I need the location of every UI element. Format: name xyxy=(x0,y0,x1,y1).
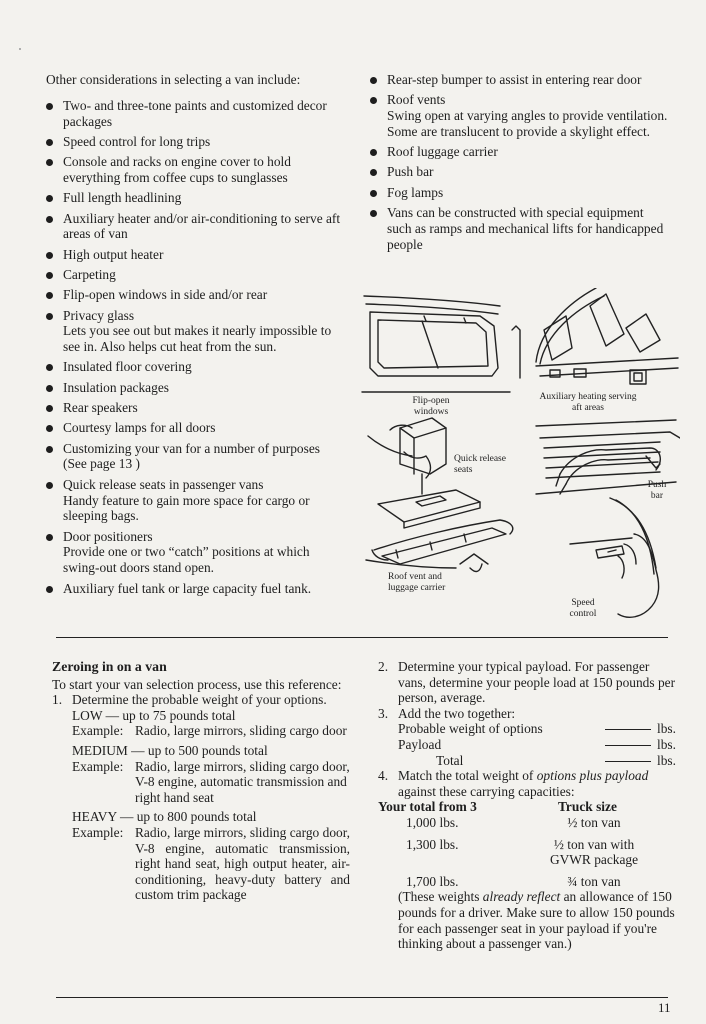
left_column-item-text: Courtesy lamps for all doors xyxy=(63,420,216,436)
left_column-item xyxy=(46,308,346,355)
left_column-item xyxy=(46,134,346,150)
right-bullet-list xyxy=(370,72,670,252)
auxiliary-heating-drawing xyxy=(536,288,678,384)
capacity-total: 1,000 lbs. xyxy=(406,814,459,830)
payload-label: Payload xyxy=(398,736,442,752)
capacity-truck: ¾ ton van xyxy=(567,873,621,889)
weight-level xyxy=(72,743,350,805)
section-heading: Zeroing in on a van xyxy=(52,659,167,674)
capacity-total: 1,300 lbs. xyxy=(406,836,459,852)
step-1 xyxy=(52,692,350,903)
caption-roof-vent: Roof vent and luggage carrier xyxy=(388,572,446,593)
weight-level-example xyxy=(72,759,350,806)
bullet-icon xyxy=(46,364,53,371)
left_column-item xyxy=(46,190,346,206)
bullet-icon xyxy=(46,292,53,299)
bullet-icon xyxy=(46,103,53,110)
left_column-item xyxy=(46,529,346,576)
intro-text: Other considerations in selecting a van include: xyxy=(46,72,301,87)
capacity-header-truck: Truck size xyxy=(558,799,617,815)
bullet-icon xyxy=(46,405,53,412)
left_column-item-text: Auxiliary heater and/or air-conditioning to serve aft areas of van xyxy=(63,210,341,242)
weight-level-heading xyxy=(72,708,350,724)
left_column-item xyxy=(46,359,346,375)
left_column-item xyxy=(46,581,346,597)
right_column-item xyxy=(370,144,670,160)
left_column-item-text: Two- and three-tone paints and customized decor packages xyxy=(63,97,327,129)
options-weight-row xyxy=(398,721,676,737)
bullet-icon xyxy=(46,216,53,223)
example-text: Radio, large mirrors, sliding cargo door, V-8 engine, automatic transmission, right hand seat, high output heater, air-conditioning, heavy-duty battery and custom trim package xyxy=(135,824,350,903)
right_column-item-text: Fog lamps xyxy=(387,184,444,200)
capacity-truck: ½ ton van xyxy=(567,814,621,830)
step-4-number: 4. xyxy=(378,768,389,784)
right_column-item-text: Roof luggage carrier xyxy=(387,144,498,160)
weight-level-heading xyxy=(72,743,350,759)
step-3-number: 3. xyxy=(378,705,389,721)
caption-speed-control: Speed control xyxy=(569,598,597,619)
right_column-item-text: Vans can be constructed with special equipment such as ramps and mechanical lifts for handicapped people xyxy=(387,205,664,252)
step-4-text-a: Match the total weight of xyxy=(398,768,537,784)
payload-row xyxy=(398,737,676,753)
left_column-item-text: Insulated floor covering xyxy=(63,359,192,375)
note-text-emphasis: already reflect xyxy=(482,889,561,905)
bullet-icon xyxy=(46,139,53,146)
total-label: Total xyxy=(436,752,464,768)
bullet-icon xyxy=(370,169,377,176)
footer-rule xyxy=(56,997,668,998)
zeroing-section-left xyxy=(52,659,350,903)
right_column-item xyxy=(370,185,670,201)
paper-speck xyxy=(19,48,21,50)
left_column-item xyxy=(46,247,346,263)
bullet-icon xyxy=(46,272,53,279)
right_column-item xyxy=(370,72,670,88)
page-number: 11 xyxy=(658,1000,671,1015)
left_column-item-text: Quick release seats in passenger vans xyxy=(63,476,264,492)
bullet-icon xyxy=(46,385,53,392)
weight-level-example xyxy=(72,825,350,903)
weight-level-heading xyxy=(72,809,350,825)
right_column-item-text: Roof vents xyxy=(387,92,446,108)
left_column-item-text: Flip-open windows in side and/or rear xyxy=(63,287,268,303)
bullet-icon xyxy=(46,586,53,593)
total-blank[interactable] xyxy=(605,761,651,762)
capacity-header-total: Your total from 3 xyxy=(378,799,477,815)
bullet-icon xyxy=(46,252,53,259)
roof-vent-drawing xyxy=(366,520,513,571)
caption-flip-open: Flip-open windows xyxy=(412,396,450,417)
weight-level xyxy=(72,708,350,739)
step-2-text: Determine your typical payload. For passenger vans, determine your people load at 150 pounds per person, average. xyxy=(398,659,676,706)
left_column-item xyxy=(46,420,346,436)
payload-blank[interactable] xyxy=(605,745,651,746)
left_column-item-text: Rear speakers xyxy=(63,400,138,416)
weight-level-example xyxy=(72,723,350,739)
section-divider xyxy=(56,637,668,638)
left_column-item xyxy=(46,267,346,283)
caption-quick-release: Quick release seats xyxy=(454,454,506,475)
step-4-text-b: against these carrying capacities: xyxy=(398,783,575,799)
bullet-icon xyxy=(370,210,377,217)
left_column-item-text: Carpeting xyxy=(63,266,116,282)
left_column-item xyxy=(46,477,346,524)
bullet-icon xyxy=(370,190,377,197)
left_column-item-text: Console and racks on engine cover to hold everything from coffee cups to sunglasses xyxy=(63,154,291,185)
weight-level-range: — up to 75 pounds total xyxy=(105,707,236,723)
options-weight-unit: lbs. xyxy=(657,721,676,737)
left_column-item xyxy=(46,400,346,416)
left_column-item-text: High output heater xyxy=(63,246,164,262)
bullet-icon xyxy=(46,159,53,166)
bullet-icon xyxy=(46,534,53,541)
right_column-item xyxy=(370,205,670,252)
left_column-item xyxy=(46,441,346,473)
example-label: Example: xyxy=(72,758,124,774)
bullet-icon xyxy=(46,313,53,320)
step-3-text: Add the two together: xyxy=(398,705,516,721)
total-unit: lbs. xyxy=(657,752,676,768)
right_column-item xyxy=(370,164,670,180)
left_column-item-text: Auxiliary fuel tank or large capacity fuel tank. xyxy=(63,580,312,596)
example-label: Example: xyxy=(72,723,124,739)
left_column-item-text: Speed control for long trips xyxy=(63,133,211,149)
options-weight-label: Probable weight of options xyxy=(398,721,543,737)
step-1-text: Determine the probable weight of your options. xyxy=(72,692,327,708)
weight-level-label: HEAVY xyxy=(72,809,117,825)
weight-level-label: MEDIUM xyxy=(72,742,128,758)
left_column-item-text: Privacy glass xyxy=(63,307,135,323)
right_column-item-subtext: Swing open at varying angles to provide ventilation. Some are translucent to provide a skylight effect. xyxy=(387,108,668,139)
capacity-note xyxy=(378,889,676,951)
left_column-item-text: Full length headlining xyxy=(63,190,182,206)
illustration-panel xyxy=(360,288,680,628)
step-1-number: 1. xyxy=(52,692,63,708)
bullet-icon xyxy=(370,97,377,104)
left-column xyxy=(46,72,346,601)
bullet-icon xyxy=(370,77,377,84)
bullet-icon xyxy=(46,482,53,489)
example-text: Radio, large mirrors, sliding cargo door, V-8 engine, automatic transmission and right hand seat xyxy=(135,758,350,805)
step-4-text-emphasis: options plus payload xyxy=(536,768,649,784)
left_column-item-subtext: Handy feature to gain more space for cargo or sleeping bags. xyxy=(63,492,310,524)
left_column-item xyxy=(46,211,346,243)
step-3 xyxy=(378,706,676,768)
caption-push-bar: Push bar xyxy=(647,480,667,501)
step-4-text xyxy=(398,768,676,799)
right_column-item-text: Rear-step bumper to assist in entering rear door xyxy=(387,72,642,87)
step-2 xyxy=(378,659,676,706)
left_column-item xyxy=(46,154,346,186)
capacity-truck: ½ ton van with GVWR package xyxy=(549,836,639,868)
payload-unit: lbs. xyxy=(657,736,676,752)
zeroing-section-right xyxy=(378,659,676,952)
left_column-item-text: Customizing your van for a number of purposes (See page 13 ) xyxy=(63,440,320,472)
total-row xyxy=(398,753,676,769)
capacity-total: 1,700 lbs. xyxy=(406,873,459,889)
weight-level-range: — up to 800 pounds total xyxy=(120,809,257,825)
weight-level-range: — up to 500 pounds total xyxy=(131,742,268,758)
right_column-item-text: Push bar xyxy=(387,164,434,180)
example-text: Radio, large mirrors, sliding cargo door xyxy=(135,723,347,739)
caption-aux-heating: Auxiliary heating serving aft areas xyxy=(539,392,637,413)
bullet-icon xyxy=(46,195,53,202)
flip-open-window-drawing xyxy=(362,296,520,392)
options-weight-blank[interactable] xyxy=(605,729,651,730)
example-label: Example: xyxy=(72,824,124,840)
note-text-b: an allowance of 150 pounds for a driver. Make sure to allow 150 pounds for each passenger seat in your payload if you're thinking about a passenger van.) xyxy=(398,889,675,952)
left_column-item-text: Insulation packages xyxy=(63,379,169,395)
weight-levels xyxy=(72,708,350,903)
bullet-icon xyxy=(46,425,53,432)
step-4 xyxy=(378,768,676,799)
step-2-number: 2. xyxy=(378,659,389,674)
capacity-table xyxy=(378,799,676,889)
left_column-item xyxy=(46,98,346,130)
right-column xyxy=(370,72,670,257)
bullet-icon xyxy=(46,446,53,453)
right_column-item xyxy=(370,92,670,139)
left_column-item xyxy=(46,287,346,303)
step-3-form xyxy=(398,721,676,768)
weight-level-label: LOW xyxy=(72,707,103,723)
weight-level xyxy=(72,809,350,903)
left_column-item-text: Door positioners xyxy=(63,528,153,544)
left_column-item-subtext: Lets you see out but makes it nearly impossible to see in. Also helps cut heat from the sun. xyxy=(63,323,332,355)
note-text-a: (These weights xyxy=(398,889,483,905)
left_column-item xyxy=(46,380,346,396)
section-intro: To start your van selection process, use this reference: xyxy=(52,676,342,692)
left_column-item-subtext: Provide one or two “catch” positions at which swing-out doors stand open. xyxy=(63,544,310,576)
left-bullet-list xyxy=(46,98,346,597)
bullet-icon xyxy=(370,149,377,156)
